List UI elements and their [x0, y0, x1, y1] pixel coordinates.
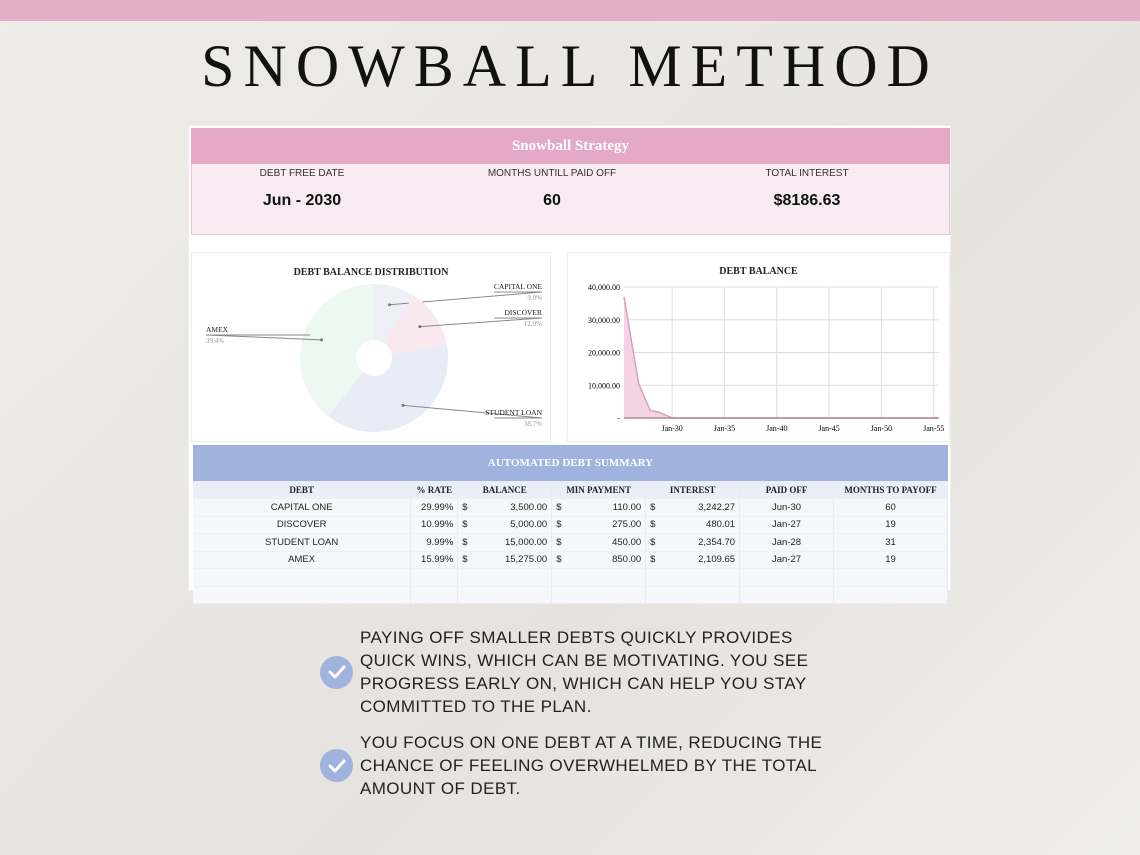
x-tick-label: Jan-35	[713, 424, 736, 433]
cell-value: 15,000.00	[504, 536, 548, 548]
stat-label: DEBT FREE DATE	[259, 168, 345, 179]
line-chart-title: DEBT BALANCE	[719, 266, 798, 277]
cell-value: 15.99%	[421, 554, 454, 566]
cell-interest	[646, 499, 740, 517]
debt-summary-table	[193, 445, 948, 604]
cell-value: 29.99%	[421, 501, 454, 513]
cell-months	[834, 551, 948, 569]
cell-debt	[193, 516, 411, 534]
cell-months	[834, 499, 948, 517]
cell-paid	[740, 499, 834, 517]
pie-chart	[192, 253, 552, 443]
cell-value: 19	[885, 519, 896, 531]
cell-rate	[411, 534, 458, 552]
column-header: PAID OFF	[740, 481, 834, 499]
empty-cell	[193, 586, 411, 604]
cell-value: 2,109.65	[698, 554, 736, 566]
page-title: SNOWBALL METHOD	[201, 33, 939, 99]
cell-value: Jan-28	[772, 536, 802, 548]
check-circle-icon	[320, 749, 353, 782]
slice-percent: 39.4%	[206, 337, 225, 345]
slice-percent: 12.9%	[523, 320, 542, 328]
currency-symbol: $	[462, 501, 468, 513]
column-header: MONTHS TO PAYOFF	[834, 481, 948, 499]
cell-rate	[411, 499, 458, 517]
cell-paid	[740, 551, 834, 569]
check-circle-icon	[320, 656, 353, 689]
currency-symbol: $	[462, 554, 468, 566]
empty-cell	[740, 586, 834, 604]
cell-min	[552, 551, 646, 569]
cell-paid	[740, 534, 834, 552]
line-chart	[568, 253, 951, 443]
cell-rate	[411, 551, 458, 569]
bullet-text: YOU FOCUS ON ONE DEBT AT A TIME, REDUCING THE CHANCE OF FEELING OVERWHELMED BY THE TOTAL AMOUNT OF DEBT.	[360, 733, 823, 798]
top-accent-bar	[0, 0, 1140, 21]
cell-min	[552, 516, 646, 534]
currency-symbol: $	[650, 501, 656, 513]
stat-debt-free-date	[182, 168, 422, 210]
y-tick-label: 40,000.00	[588, 283, 620, 292]
empty-cell	[834, 586, 948, 604]
currency-symbol: $	[462, 519, 468, 531]
column-header: INTEREST	[646, 481, 740, 499]
x-tick-label: Jan-30	[661, 424, 683, 433]
leader-dot	[320, 338, 323, 341]
cell-value: 275.00	[612, 519, 642, 531]
cell-debt	[193, 551, 411, 569]
stat-total-interest	[687, 168, 927, 210]
cell-value: Jan-27	[772, 554, 802, 566]
cell-rate	[411, 516, 458, 534]
leader-dot	[401, 404, 404, 407]
x-tick-label: Jan-50	[870, 424, 893, 433]
empty-cell	[458, 569, 552, 587]
cell-interest	[646, 551, 740, 569]
empty-cell	[411, 586, 458, 604]
series-line	[624, 297, 939, 418]
cell-value: 5,000.00	[510, 519, 548, 531]
leader-dot	[388, 303, 391, 306]
x-tick-label: Jan-45	[818, 424, 840, 433]
empty-cell	[552, 586, 646, 604]
empty-cell	[411, 569, 458, 587]
currency-symbol: $	[556, 501, 562, 513]
currency-symbol: $	[556, 519, 562, 531]
spreadsheet-preview	[188, 125, 951, 591]
bullet-item	[320, 731, 830, 800]
cell-value: 110.00	[612, 501, 642, 513]
y-tick-label: 20,000.00	[588, 348, 620, 358]
slice-label: CAPITAL ONE	[493, 282, 542, 291]
empty-cell	[552, 569, 646, 587]
slice-percent: 38.7%	[523, 420, 542, 428]
cell-value: 19	[885, 554, 896, 566]
strategy-stats	[191, 164, 950, 235]
cell-min	[552, 499, 646, 517]
cell-interest	[646, 534, 740, 552]
table-row	[193, 499, 948, 517]
area-fill	[624, 297, 939, 418]
cell-months	[834, 516, 948, 534]
cell-value: 850.00	[612, 554, 642, 566]
strategy-header: Snowball Strategy	[191, 128, 950, 164]
cell-value: Jun-30	[772, 501, 802, 513]
x-tick-label: Jan-55	[923, 424, 945, 433]
stat-value: 60	[543, 192, 561, 209]
pie-chart-panel	[191, 252, 551, 442]
empty-cell	[834, 569, 948, 587]
cell-min	[552, 534, 646, 552]
cell-value: 31	[885, 536, 896, 548]
bullet-text: PAYING OFF SMALLER DEBTS QUICKLY PROVIDES QUICK WINS, WHICH CAN BE MOTIVATING. YOU SEE PROGRESS EARLY ON, WHICH CAN HELP YOU STAY COMMITTED TO THE PLAN.	[360, 628, 809, 716]
column-header: BALANCE	[458, 481, 552, 499]
stat-value: $8186.63	[773, 192, 841, 209]
cell-balance	[458, 516, 552, 534]
table-row	[193, 534, 948, 552]
currency-symbol: $	[462, 536, 468, 548]
empty-cell	[193, 569, 411, 587]
cell-value: STUDENT LOAN	[265, 536, 339, 548]
currency-symbol: $	[556, 536, 562, 548]
cell-paid	[740, 516, 834, 534]
slice-label: DISCOVER	[504, 308, 542, 317]
cell-debt	[193, 534, 411, 552]
cell-interest	[646, 516, 740, 534]
cell-value: Jan-27	[772, 519, 802, 531]
cell-value: 3,242.27	[698, 501, 736, 513]
cell-value: 9.99%	[426, 536, 454, 548]
cell-value: 2,354.70	[698, 536, 736, 548]
cell-months	[834, 534, 948, 552]
empty-cell	[458, 586, 552, 604]
bullet-item	[320, 626, 830, 718]
column-header: % RATE	[411, 481, 458, 499]
empty-cell	[646, 569, 740, 587]
cell-balance	[458, 551, 552, 569]
stat-label: TOTAL INTEREST	[765, 168, 849, 179]
cell-value: 10.99%	[421, 519, 454, 531]
stat-label: MONTHS UNTILL PAID OFF	[487, 168, 617, 179]
slice-label: AMEX	[206, 325, 229, 334]
cell-value: AMEX	[288, 554, 316, 566]
slice-percent: 9.0%	[527, 294, 542, 302]
cell-value: CAPITAL ONE	[270, 501, 333, 513]
slice-label: STUDENT LOAN	[485, 408, 542, 417]
cell-value: 3,500.00	[510, 501, 548, 513]
leader-dot	[418, 325, 421, 328]
x-tick-label: Jan-40	[766, 424, 788, 433]
empty-cell	[646, 586, 740, 604]
cell-balance	[458, 499, 552, 517]
empty-row	[193, 586, 948, 604]
line-chart-panel	[567, 252, 950, 442]
stat-months	[432, 168, 672, 210]
y-tick-label: 10,000.00	[588, 381, 620, 391]
currency-symbol: $	[650, 536, 656, 548]
empty-row	[193, 569, 948, 587]
cell-value: 480.01	[706, 519, 736, 531]
table-row	[193, 551, 948, 569]
table-row	[193, 516, 948, 534]
pie-hole	[356, 340, 392, 376]
currency-symbol: $	[650, 519, 656, 531]
column-header: DEBT	[193, 481, 411, 499]
currency-symbol: $	[650, 554, 656, 566]
cell-value: 450.00	[612, 536, 642, 548]
empty-cell	[740, 569, 834, 587]
cell-value: 15,275.00	[504, 554, 548, 566]
cell-value: 60	[885, 501, 896, 513]
currency-symbol: $	[556, 554, 562, 566]
cell-debt	[193, 499, 411, 517]
y-tick-label: 30,000.00	[588, 315, 620, 325]
pie-chart-title: DEBT BALANCE DISTRIBUTION	[293, 267, 449, 278]
column-header: MIN PAYMENT	[552, 481, 646, 499]
summary-header: AUTOMATED DEBT SUMMARY	[193, 445, 948, 481]
cell-balance	[458, 534, 552, 552]
y-tick-label: -	[617, 414, 620, 423]
cell-value: DISCOVER	[276, 519, 327, 531]
stat-value: Jun - 2030	[262, 192, 342, 209]
